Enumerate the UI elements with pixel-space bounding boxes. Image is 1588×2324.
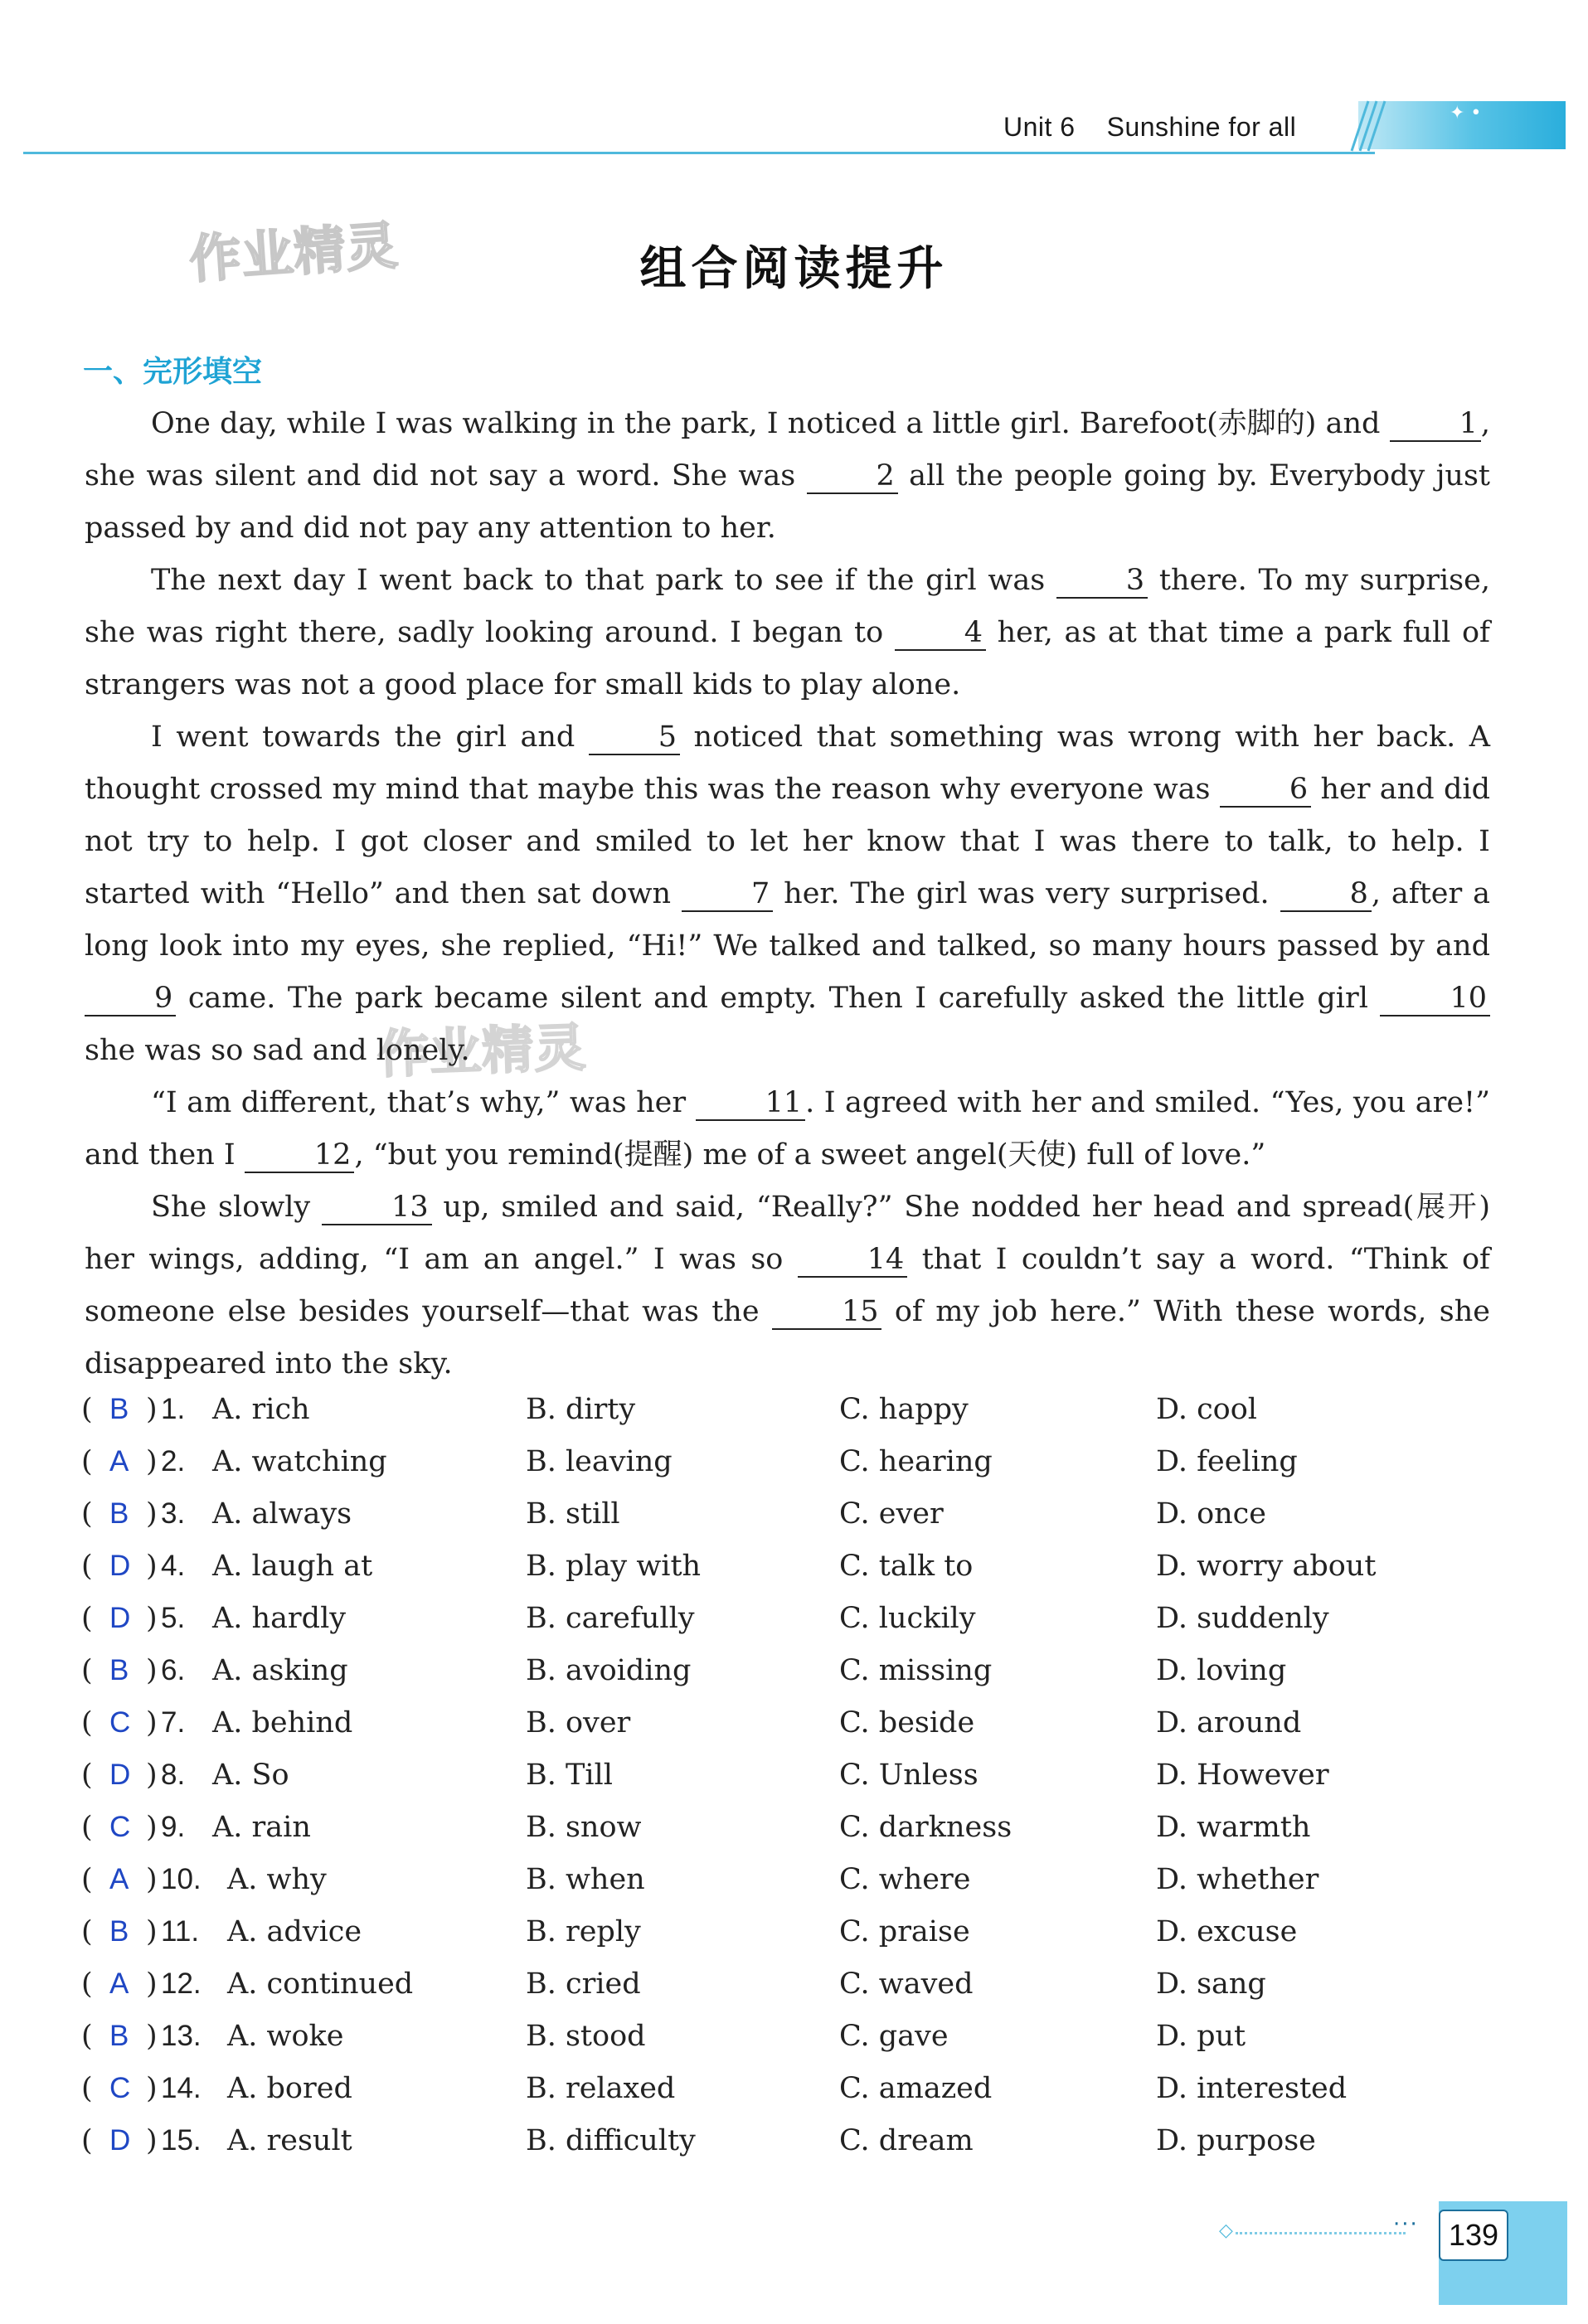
paren-right: ): [146, 2124, 158, 2157]
blank: 14: [798, 1243, 908, 1278]
running-header: [1003, 112, 1296, 143]
question-number: 5.: [161, 1602, 186, 1634]
question-number: 12.: [161, 1967, 202, 2000]
option-c: C. waved: [839, 1967, 974, 2001]
option-d: D. whether: [1156, 1863, 1319, 1896]
question-number: 15.: [161, 2124, 202, 2157]
option-d: D. interested: [1156, 2072, 1348, 2105]
answer-choice: A: [109, 1863, 129, 1895]
paren-left: (: [81, 1967, 93, 2001]
blank: 2: [807, 459, 898, 494]
question-row: [81, 1497, 1491, 1550]
option-b: B. snow: [526, 1811, 642, 1844]
option-b: B. when: [526, 1863, 645, 1896]
option-c: C. Unless: [839, 1759, 979, 1792]
paren-right: ): [146, 1602, 158, 1635]
question-number: 11.: [161, 1915, 200, 1948]
paren-left: (: [81, 1550, 93, 1583]
answer-choice: B: [109, 1497, 129, 1530]
unit-title: Sunshine for all: [1106, 112, 1297, 142]
answer-choice: B: [109, 1654, 129, 1686]
option-a: A. hardly: [212, 1602, 347, 1635]
answer-choice: D: [109, 1550, 131, 1582]
paren-right: ): [146, 1497, 158, 1531]
question-row: [81, 1654, 1491, 1706]
option-d: D. sang: [1156, 1967, 1266, 2001]
question-row: [81, 2124, 1491, 2176]
option-a: A. continued: [227, 1967, 414, 2001]
option-d: D. cool: [1156, 1393, 1258, 1426]
blank: 12: [245, 1138, 355, 1173]
answer-choice: A: [109, 1445, 129, 1477]
paren-left: (: [81, 1759, 93, 1792]
option-d: D. warmth: [1156, 1811, 1311, 1844]
option-d: D. suddenly: [1156, 1602, 1329, 1635]
question-number: 4.: [161, 1550, 186, 1582]
option-a: A. advice: [227, 1915, 362, 1948]
paren-left: (: [81, 1445, 93, 1478]
diamond-icon: ◇: [1219, 2220, 1233, 2241]
question-number: 3.: [161, 1497, 186, 1530]
blank: 11: [696, 1086, 806, 1121]
question-row: [81, 1706, 1491, 1759]
page-title: 组合阅读提升: [639, 242, 949, 296]
footer-dotted-line: [1236, 2232, 1406, 2234]
question-row: [81, 1550, 1491, 1602]
paren-right: ): [146, 2020, 158, 2053]
passage-paragraph: “I am different, that’s why,” was her 11 . I agreed with her and smiled. “Yes, you are!” and then I 12 , “but you remind(提醒) me of a sweet angel(天使) full of love.”: [85, 1086, 1491, 1172]
footer-dots: ···: [1393, 2212, 1419, 2237]
option-b: B. over: [526, 1706, 631, 1739]
option-d: D. worry about: [1156, 1550, 1377, 1583]
paren-right: ): [146, 1967, 158, 2001]
question-number: 2.: [161, 1445, 186, 1477]
question-number: 9.: [161, 1811, 186, 1843]
blank: 13: [322, 1191, 432, 1225]
answer-choice: D: [109, 1759, 131, 1791]
option-c: C. darkness: [839, 1811, 1013, 1844]
question-row: [81, 1393, 1491, 1445]
paren-left: (: [81, 1706, 93, 1739]
question-row: [81, 1759, 1491, 1811]
watermark: 作业精灵: [187, 215, 401, 290]
paren-right: ): [146, 1759, 158, 1792]
paren-right: ): [146, 1445, 158, 1478]
option-a: A. So: [212, 1759, 289, 1792]
question-number: 13.: [161, 2020, 202, 2052]
answer-choice: D: [109, 1602, 131, 1634]
option-a: A. laugh at: [212, 1550, 373, 1583]
option-b: B. reply: [526, 1915, 641, 1948]
option-d: D. excuse: [1156, 1915, 1298, 1948]
paren-left: (: [81, 2124, 93, 2157]
paren-right: ): [146, 2072, 158, 2105]
passage-paragraph: The next day I went back to that park to see if the girl was 3 there. To my surprise, she was right there, sadly looking around. I began to 4 her, as at that time a park full of strangers was not a good place for small kids to play alone.: [85, 564, 1490, 701]
option-a: A. why: [227, 1863, 327, 1896]
option-c: C. beside: [839, 1706, 975, 1739]
answer-choice: C: [109, 1811, 131, 1843]
blank: 8: [1280, 877, 1372, 912]
blank: 7: [682, 877, 773, 912]
question-row: [81, 1915, 1491, 1967]
option-c: C. praise: [839, 1915, 970, 1948]
section-title: 一、完形填空: [83, 355, 263, 389]
blank: 4: [895, 616, 986, 651]
question-row: [81, 1863, 1491, 1915]
answer-choice: B: [109, 1915, 129, 1948]
option-b: B. relaxed: [526, 2072, 676, 2105]
question-number: 14.: [161, 2072, 202, 2104]
option-b: B. difficulty: [526, 2124, 696, 2157]
option-d: D. However: [1156, 1759, 1329, 1792]
paren-left: (: [81, 1863, 93, 1896]
question-row: [81, 2072, 1491, 2124]
paren-right: ): [146, 1393, 158, 1426]
option-a: A. result: [227, 2124, 352, 2157]
option-b: B. carefully: [526, 1602, 695, 1635]
option-c: C. amazed: [839, 2072, 993, 2105]
option-a: A. bored: [227, 2072, 352, 2105]
option-b: B. Till: [526, 1759, 613, 1792]
blank: 3: [1056, 564, 1148, 599]
option-c: C. happy: [839, 1393, 969, 1426]
passage-paragraph: One day, while I was walking in the park, I noticed a little girl. Barefoot(赤脚的) and 1 , she was silent and did not say a word. She was 2 all the people going by. Everybody just passed by and did not pay any attention to her.: [85, 407, 1490, 545]
paren-left: (: [81, 1915, 93, 1948]
paren-left: (: [81, 1393, 93, 1426]
option-a: A. watching: [212, 1445, 387, 1478]
option-d: D. once: [1156, 1497, 1266, 1531]
cloze-passage: [85, 398, 1490, 1390]
option-b: B. avoiding: [526, 1654, 692, 1687]
option-a: A. rich: [212, 1393, 310, 1426]
question-number: 6.: [161, 1654, 186, 1686]
answer-choice: B: [109, 1393, 129, 1425]
paren-right: ): [146, 1811, 158, 1844]
answer-choice: C: [109, 2072, 131, 2104]
blank: 15: [772, 1295, 882, 1330]
option-c: C. dream: [839, 2124, 974, 2157]
question-row: [81, 1602, 1491, 1654]
option-c: C. gave: [839, 2020, 949, 2053]
option-a: A. woke: [227, 2020, 344, 2053]
question-row: [81, 2020, 1491, 2072]
option-a: A. always: [212, 1497, 352, 1531]
unit-label: Unit 6: [1003, 112, 1076, 142]
option-d: D. feeling: [1156, 1445, 1298, 1478]
blank: 5: [589, 720, 680, 755]
star-icon: ✦ •: [1450, 103, 1482, 124]
option-b: B. dirty: [526, 1393, 636, 1426]
paren-right: ): [146, 1550, 158, 1583]
blank: 1: [1390, 407, 1481, 442]
paren-right: ): [146, 1706, 158, 1739]
paren-left: (: [81, 1811, 93, 1844]
question-row: [81, 1445, 1491, 1497]
option-a: A. rain: [212, 1811, 311, 1844]
question-number: 1.: [161, 1393, 186, 1425]
question-number: 7.: [161, 1706, 186, 1739]
option-b: B. stood: [526, 2020, 646, 2053]
blank: 9: [85, 982, 176, 1016]
option-d: D. loving: [1156, 1654, 1287, 1687]
option-c: C. luckily: [839, 1602, 976, 1635]
question-row: [81, 1967, 1491, 2020]
paren-left: (: [81, 1497, 93, 1531]
question-number: 10.: [161, 1863, 202, 1895]
option-c: C. ever: [839, 1497, 944, 1531]
option-d: D. put: [1156, 2020, 1246, 2053]
option-b: B. play with: [526, 1550, 702, 1583]
option-a: A. asking: [212, 1654, 348, 1687]
blank: 10: [1380, 982, 1490, 1016]
option-d: D. purpose: [1156, 2124, 1316, 2157]
answer-choice: C: [109, 1706, 131, 1739]
option-c: C. hearing: [839, 1445, 993, 1478]
option-c: C. where: [839, 1863, 971, 1896]
question-number: 8.: [161, 1759, 186, 1791]
paren-right: ): [146, 1915, 158, 1948]
question-row: [81, 1811, 1491, 1863]
answer-choice: D: [109, 2124, 131, 2157]
question-list: [81, 1393, 1491, 2176]
watermark: 作业精灵: [376, 1016, 588, 1085]
paren-left: (: [81, 1602, 93, 1635]
option-b: B. cried: [526, 1967, 641, 2001]
passage-paragraph: She slowly 13 up, smiled and said, “Really?” She nodded her head and spread(展开) her wings, adding, “I am an angel.” I was so 14 that I couldn’t say a word. “Think of someone else besides yourself—that was the 15 of my job here.” With these words, she disappeared into the sky.: [85, 1191, 1491, 1380]
page-number: 139: [1439, 2210, 1508, 2261]
paren-left: (: [81, 2072, 93, 2105]
paren-left: (: [81, 1654, 93, 1687]
answer-choice: B: [109, 2020, 129, 2052]
option-c: C. missing: [839, 1654, 993, 1687]
paren-right: ): [146, 1863, 158, 1896]
option-c: C. talk to: [839, 1550, 974, 1583]
header-stripes: [1343, 98, 1393, 153]
header-rule: [23, 152, 1375, 154]
paren-right: ): [146, 1654, 158, 1687]
option-b: B. still: [526, 1497, 620, 1531]
option-b: B. leaving: [526, 1445, 673, 1478]
answer-choice: A: [109, 1967, 129, 2000]
option-a: A. behind: [212, 1706, 353, 1739]
blank: 6: [1220, 773, 1311, 808]
paren-left: (: [81, 2020, 93, 2053]
passage-paragraph: I went towards the girl and 5 noticed that something was wrong with her back. A thought crossed my mind that maybe this was the reason why everyone was 6 her and did not try to help. I got closer and smiled to let her know that I was there to talk, to help. I started with “Hello” and then sat down 7 her. The girl was very surprised. 8 , after a long look into my eyes, she replied, “Hi!” We talked and talked, so many hours passed by and 9 came. The park became silent and empty. Then I carefully asked the little girl 10 she was so sad and lonely.: [85, 720, 1491, 1067]
option-d: D. around: [1156, 1706, 1302, 1739]
